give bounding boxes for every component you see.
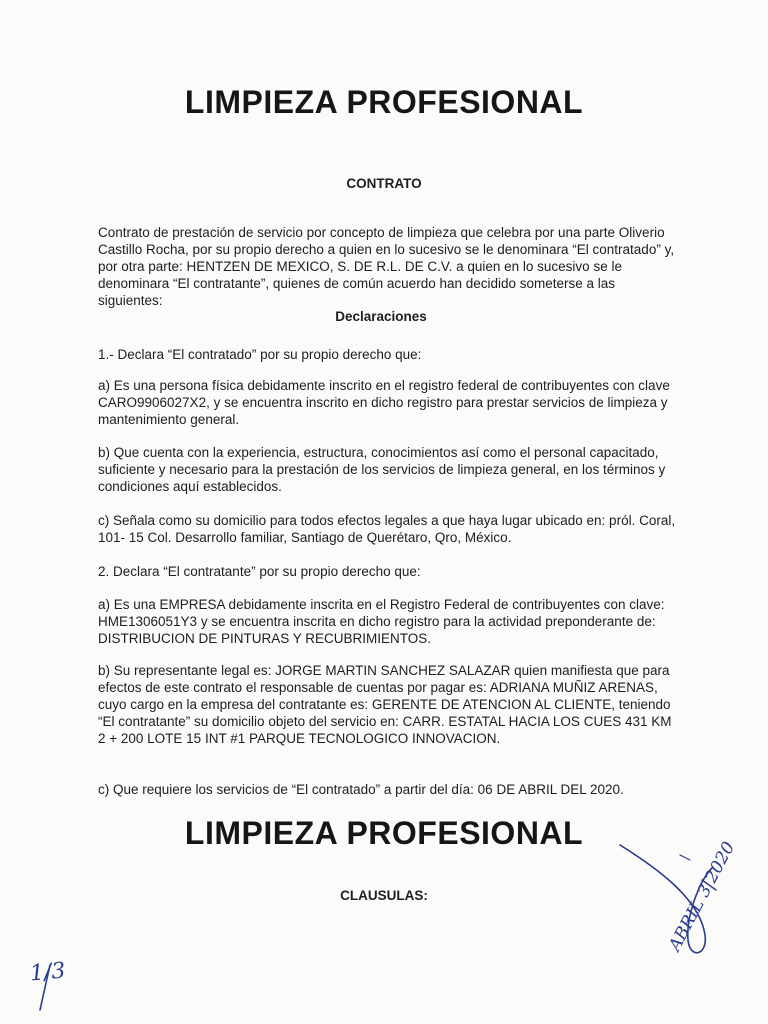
contract-subtitle: CONTRATO [346,176,422,191]
section2-heading: 2. Declara “El contratante” por su propio derecho que: [98,564,421,579]
date-note-handwritten: ABRIL 3 2020 [665,838,740,955]
page-number-handwritten: 1/3 [28,958,67,987]
section1-heading: 1.- Declara “El contratado” por su propio derecho que: [98,347,422,362]
clausulas-heading: CLAUSULAS: [340,888,428,903]
intro-paragraph: Contrato de prestación de servicio por concepto de limpieza que celebra por una parte Oliverio Castillo Rocha, por su propio derecho a quien en lo sucesivo se le denominara “El contratado” y, por otra parte: HENTZEN DE MEXICO, S. DE R.L. DE C.V. a quien en lo sucesivo se le denominara “El contratante”, quienes de común acuerdo han decidido someterse a las siguientes: [98,225,675,308]
section2-item-a: a) Es una EMPRESA debidamente inscrita en el Registro Federal de contribuyentes con clave: HME1306051Y3 y se encuentra inscrita en dicho registro para la actividad preponderante de: DISTRIBUCION DE PINTURAS Y RECUBRIMIENTOS. [98,597,665,646]
section1-item-c: c) Señala como su domicilio para todos efectos legales a que haya lugar ubicado en: pról. Coral, 101- 15 Col. Desarrollo familiar, Santiago de Querétaro, Qro, México. [98,513,676,545]
section2-item-c: c) Que requiere los servicios de “El contratado” a partir del día: 06 DE ABRIL DEL 2020. [98,782,624,797]
section2-item-b: b) Su representante legal es: JORGE MARTIN SANCHEZ SALAZAR quien manifiesta que para efectos de este contrato el responsable de cuentas por pagar es: ADRIANA MUÑIZ ARENAS, cuyo cargo en la empresa del contratante es: GERENTE DE ATENCION AL CLIENTE, teniendo “El contratante” su domicilio objeto del servicio en: CARR. ESTATAL HACIA LOS CUES 431 KM 2 + 200 LOTE 15 INT #1 PARQUE TECNOLOGICO INNOVACION. [98,663,672,746]
section1-item-b: b) Que cuenta con la experiencia, estructura, conocimientos así como el personal capacitado, suficiente y necesario para la prestación de los servicios de limpieza general, en los términos y condiciones aquí establecidos. [98,445,666,494]
section1-item-a: a) Es una persona física debidamente inscrito en el registro federal de contribuyentes con clave CARO9906027X2, y se encuentra inscrito en dicho registro para prestar servicios de limpieza y mantenimiento general. [98,378,670,427]
declaraciones-heading: Declaraciones [335,309,427,324]
page-title: LIMPIEZA PROFESIONAL [184,84,584,120]
page-title-repeat: LIMPIEZA PROFESIONAL [184,815,584,851]
signature-tick [680,855,690,860]
